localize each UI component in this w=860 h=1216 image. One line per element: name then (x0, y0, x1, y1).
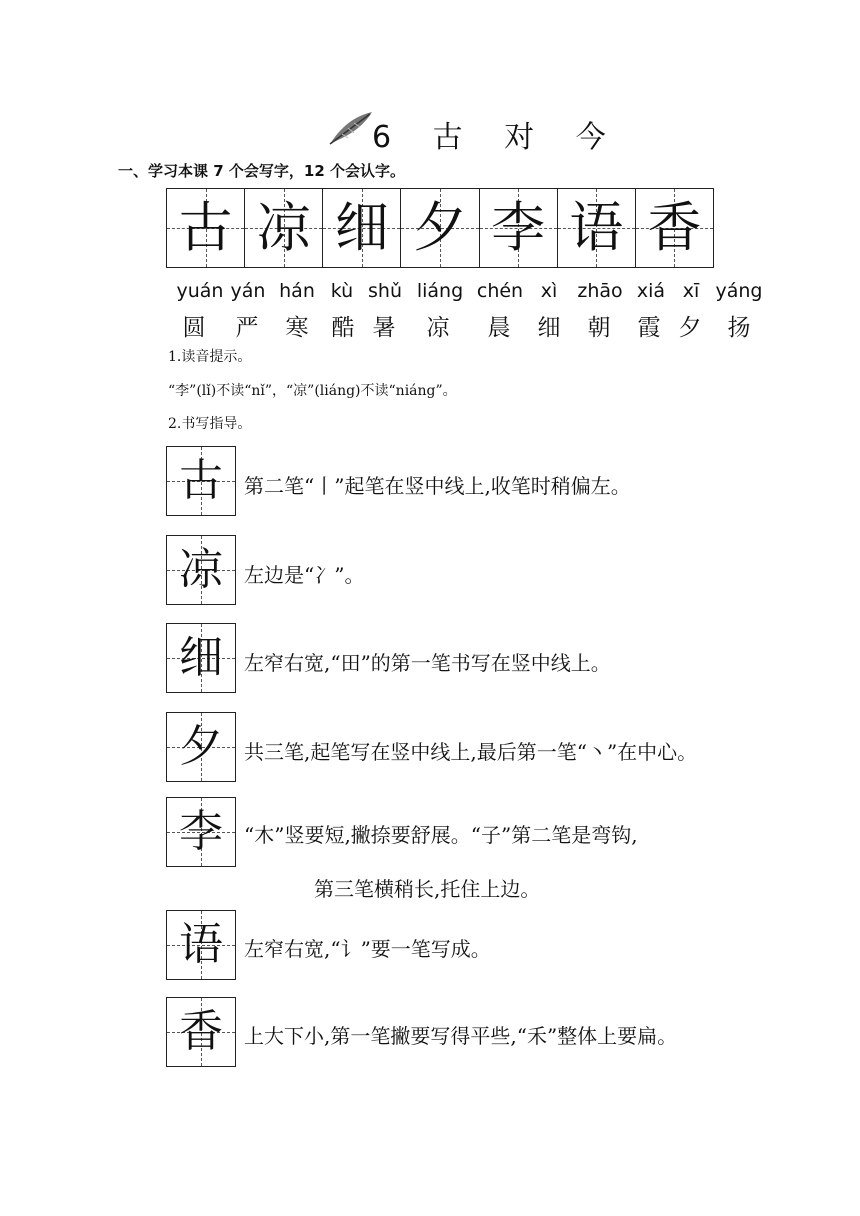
guide-text: 左窄右宽,“田”的第一笔书写在竖中线上。 (244, 651, 611, 675)
pinyin: yán (230, 280, 266, 302)
recognize-char: 凉 (426, 315, 450, 341)
pinyin: yáng (715, 280, 763, 302)
writing-char-grid (166, 188, 714, 268)
pinyin: xiá (636, 280, 666, 302)
recognize-char: 扬 (727, 315, 751, 341)
grid-cell (167, 189, 245, 267)
guide-text: 上大下小,第一笔撇要写得平些,“禾”整体上要扁。 (244, 1024, 678, 1048)
recognize-char: 夕 (678, 315, 702, 341)
write-char: 香 (647, 196, 702, 259)
guide-char: 李 (179, 806, 223, 857)
guide-char: 夕 (179, 721, 223, 772)
guide-text-continued: 第三笔横稍长,托住上边。 (314, 877, 541, 901)
grid-cell (245, 189, 323, 267)
recognize-char: 严 (235, 315, 259, 341)
pinyin: xì (540, 280, 558, 302)
page-title: 6 古 对 今 (372, 120, 622, 155)
guide-char-box (166, 446, 236, 516)
guide-text: 第二笔“丨”起笔在竖中线上,收笔时稍偏左。 (244, 474, 631, 498)
pinyin: hán (279, 280, 315, 302)
grid-cell (636, 189, 713, 267)
guide-char: 古 (179, 455, 223, 506)
pronunciation-heading: 1.读音提示。 (168, 349, 252, 365)
feather-icon (326, 108, 374, 148)
guide-char: 香 (179, 1006, 223, 1057)
pinyin: yuán (176, 280, 224, 302)
pronunciation-text: “李”(lǐ)不读“nǐ”，“凉”(liáng)不读“niáng”。 (168, 383, 457, 399)
write-char: 夕 (412, 196, 467, 259)
write-char: 语 (569, 196, 624, 259)
guide-char-box (166, 910, 236, 980)
pinyin: xī (682, 280, 700, 302)
recognize-char: 朝 (587, 315, 611, 341)
guide-text: 左窄右宽,“讠”要一笔写成。 (244, 937, 491, 961)
guide-char-box (166, 623, 236, 693)
write-char: 李 (491, 196, 546, 259)
grid-cell (401, 189, 479, 267)
writing-heading: 2.书写指导。 (168, 416, 252, 432)
write-char: 细 (334, 196, 389, 259)
grid-cell (480, 189, 558, 267)
guide-char-box (166, 712, 236, 782)
recognize-char: 酷 (331, 315, 355, 341)
grid-cell (558, 189, 636, 267)
recognize-char: 圆 (182, 315, 206, 341)
pinyin: zhāo (577, 280, 623, 302)
guide-text: 共三笔,起笔写在竖中线上,最后第一笔“丶”在中心。 (244, 740, 698, 764)
guide-text: “木”竖要短,撇捺要舒展。“子”第二笔是弯钩, (244, 823, 638, 847)
write-char: 凉 (256, 196, 311, 259)
guide-char-box (166, 797, 236, 867)
guide-char: 语 (179, 919, 223, 970)
recognize-char: 霞 (637, 315, 661, 341)
pinyin: kù (330, 280, 354, 302)
pinyin: liáng (416, 280, 464, 302)
guide-char-box (166, 535, 236, 605)
pinyin: shǔ (368, 280, 402, 302)
title-row (0, 108, 860, 158)
guide-text: 左边是“冫”。 (244, 563, 365, 587)
guide-char: 细 (179, 632, 223, 683)
recognize-char: 暑 (372, 315, 396, 341)
guide-char-box (166, 997, 236, 1067)
section-heading: 一、学习本课 7 个会写字，12 个会认字。 (118, 162, 405, 180)
write-char: 古 (178, 196, 233, 259)
recognize-char: 细 (537, 315, 561, 341)
grid-cell (323, 189, 401, 267)
pinyin: chén (476, 280, 524, 302)
guide-char: 凉 (179, 544, 223, 595)
recognize-char: 晨 (487, 315, 511, 341)
recognize-char: 寒 (285, 315, 309, 341)
